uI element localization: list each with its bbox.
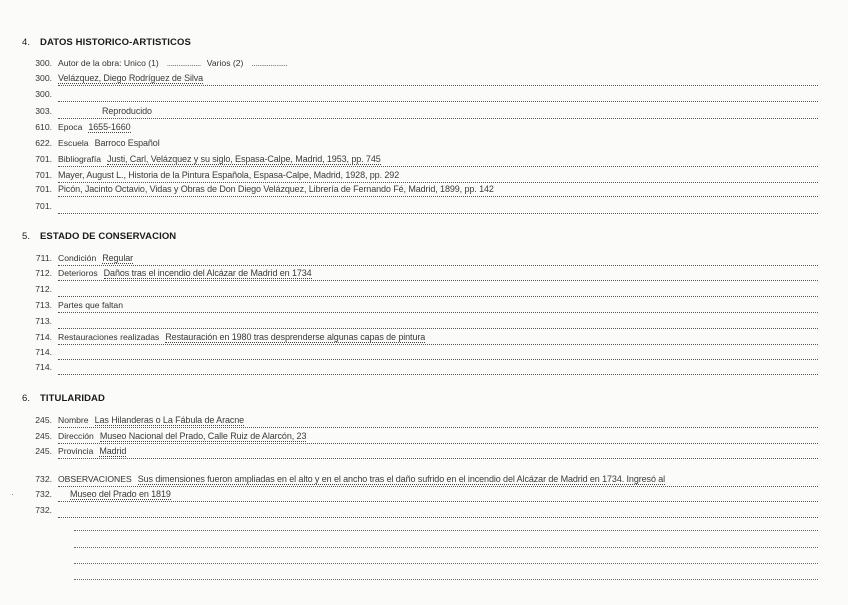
field-row-712-deterioros [0,268,848,282]
field-label: Dirección [58,431,94,441]
field-value: Madrid [99,446,127,456]
field-row-610-epoca [0,122,848,136]
field-row-732-obs-2 [0,489,848,503]
observaciones-blank-line [74,579,818,580]
field-value: Mayer, August L., Historia de la Pintura Española, Espasa-Calpe, Madrid, 1928, pp. 292 [58,170,400,180]
field-value: Sus dimensiones fueron ampliadas en el alto y en el ancho tras el daño sufrido en el incendio del Alcázar de Madrid en 1734. Ingresó al [137,474,666,484]
field-content [58,347,818,360]
field-code: 245. [35,446,52,456]
field-label: OBSERVACIONES [58,474,132,484]
field-content [58,316,818,329]
field-value: 1655-1660 [88,122,131,132]
field-row-622-escuela [0,138,848,152]
field-content [58,362,818,375]
field-row-713-blank [0,316,848,330]
field-value: Daños tras el incendio del Alcázar de Madrid en 1734 [103,268,312,278]
field-label: Autor de la obra: Unico (1) [58,58,159,68]
field-content [58,268,818,281]
field-row-245-direccion [0,431,848,445]
field-row-303 [0,106,848,120]
field-code: 245. [35,431,52,441]
observaciones-blank-line [74,563,818,564]
field-code: 712. [35,284,52,294]
field-row-714-blank-2 [0,362,848,376]
field-code: 622. [35,138,52,148]
field-code: 714. [35,332,52,342]
margin-mark: · [11,489,14,499]
field-content [58,415,818,428]
section-heading: DATOS HISTORICO-ARTISTICOS [40,37,191,48]
field-row-732-observaciones [0,474,848,488]
field-code: 714. [35,347,52,357]
field-row-732-blank [0,505,848,519]
field-code: 714. [35,362,52,372]
field-value: Picón, Jacinto Octavio, Vidas y Obras de Don Diego Velázquez, Librería de Fernando Fé, Madrid, 1899, pp. 142 [58,184,494,194]
field-content [58,431,818,444]
section-title-5 [22,231,176,242]
field-row-701-bib-2 [0,170,848,184]
observaciones-blank-line [74,547,818,548]
field-content [58,474,818,487]
field-code: 303. [35,106,52,116]
field-label: Nombre [58,415,89,425]
field-row-701-bib-3 [0,184,848,198]
field-label: Provincia [58,446,94,456]
field-code: 732. [35,505,52,515]
field-code: 732. [35,489,52,499]
field-row-245-nombre [0,415,848,429]
field-content [58,73,818,86]
field-row-712-blank [0,284,848,298]
field-code: 701. [35,184,52,194]
field-content [58,89,818,102]
field-code: 712. [35,268,52,278]
field-content [58,122,818,134]
section-number: 4. [22,37,31,48]
fill-dots: .................. [166,58,201,68]
section-number: 6. [22,393,31,404]
field-label: Escuela [58,138,89,148]
field-content [58,106,818,119]
field-value: Museo del Prado en 1819 [70,489,171,499]
field-row-701-blank [0,201,848,215]
field-code: 711. [35,253,52,263]
field-row-300-author-type [0,58,848,72]
section-title-6 [22,393,105,404]
field-content [58,489,818,502]
section-heading: TITULARIDAD [40,393,105,404]
field-code: 245. [35,415,52,425]
field-code: 713. [35,316,52,326]
field-content [58,300,818,313]
field-row-711-condicion [0,253,848,267]
field-content [58,170,818,183]
field-label: Deterioros [58,268,98,278]
field-value: Reproducido [102,106,152,116]
field-code: 300. [35,89,52,99]
field-label: Bibliografía [58,154,101,164]
section-title-4 [22,37,191,48]
field-content [58,154,818,167]
field-content [58,446,818,459]
field-code: 713. [35,300,52,310]
field-code: 732. [35,474,52,484]
field-label: Epoca [58,122,83,132]
field-row-701-bibliografia [0,154,848,168]
field-value: Justi, Carl, Velázquez y su siglo, Espasa-Calpe, Madrid, 1953, pp. 745 [107,154,381,164]
field-row-300-blank [0,89,848,103]
field-content [58,253,818,266]
field-label: Varios (2) [206,58,244,68]
field-value: Velázquez, Diego Rodríguez de Silva [58,73,204,83]
field-code: 701. [35,154,52,164]
section-heading: ESTADO DE CONSERVACION [40,231,177,242]
field-row-300-author [0,73,848,87]
field-value: Las Hilanderas o La Fábula de Aracne [94,415,245,425]
fill-dots: ................... [251,58,288,68]
observaciones-blank-line [74,530,818,531]
field-label: Condición [58,253,97,263]
field-value: Restauración en 1980 tras desprenderse algunas capas de pintura [165,332,426,342]
section-number: 5. [22,231,31,242]
field-value: Barroco Español [94,138,160,148]
field-row-713-partes [0,300,848,314]
field-value: Museo Nacional del Prado, Calle Ruiz de Alarcón, 23 [99,431,307,441]
field-content [58,201,818,214]
field-label: Restauraciones realizadas [58,332,160,342]
field-code: 610. [35,122,52,132]
field-code: 701. [35,201,52,211]
field-content [58,184,818,197]
field-row-714-restauraciones [0,332,848,346]
field-content [58,332,818,345]
field-content [58,505,818,518]
field-code: 300. [35,58,52,68]
field-content [58,58,818,70]
field-code: 300. [35,73,52,83]
field-row-714-blank-1 [0,347,848,361]
field-value: Regular [102,253,134,263]
field-code: 701. [35,170,52,180]
field-content [58,138,818,150]
field-content [58,284,818,297]
field-label: Partes que faltan [58,300,123,310]
field-row-245-provincia [0,446,848,460]
